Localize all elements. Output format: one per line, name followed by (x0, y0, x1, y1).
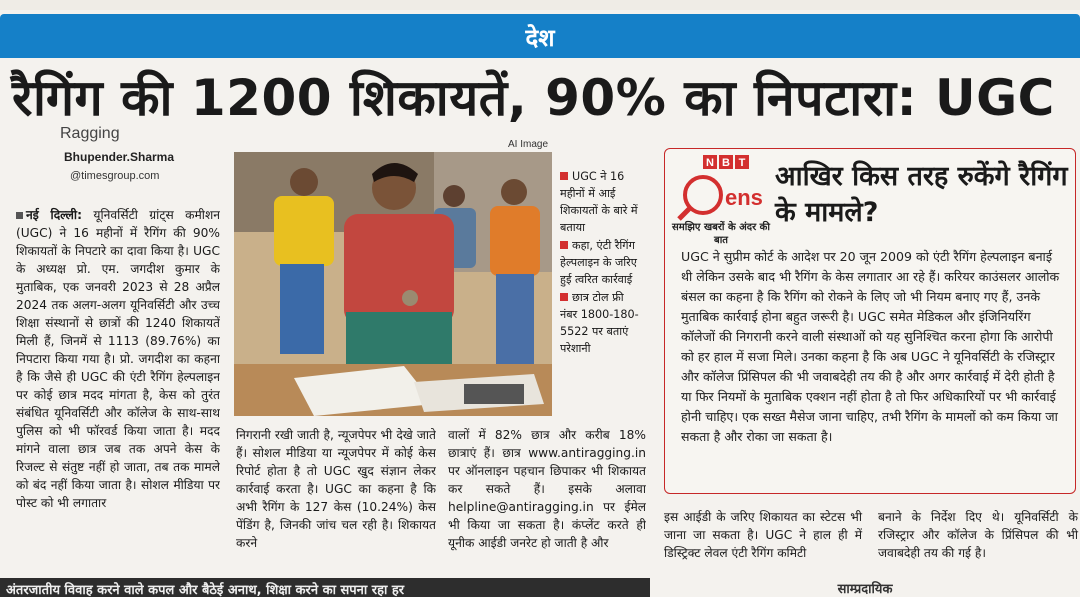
highlight-item: छात्र टोल फ्री नंबर 1800-180-5522 पर बताएं परेशानी (560, 291, 639, 355)
next-headline-right: साम्प्रदायिक (837, 582, 893, 597)
column-1-text: यूनिवर्सिटी ग्रांट्स कमीशन (UGC) ने 16 महीनों में रैगिंग की 90% शिकायतों के निपटारे का दावा किया है। UGC के अध्यक्ष प्रो. एम. जगदीश कुमार के मुताबिक, एक जनवरी 2023 से 28 अप्रैल 2024 तक अलग-अलग यूनिवर्सिटी और उच्च शिक्षा संस्थानों से छात्रों की 1240 शिकायतें मिली हैं, जिनमें से 1113 (89.76%) का निपटारा किया गया है। प्रो. जगदीश का कहना है कि जैसे ही UGC की एंटी रैगिंग हेल्पलाइन पर कोई छात्र मदद मांगता है, केस को तुरंत संबंधित यूनिवर्सिटी और कॉलेज के साथ-साथ पुलिस को भी फॉरवर्ड किया जाता है। मदद मांगने वाला छात्र जब तक अपने केस के रिजल्ट से संतुष्ट नहीं हो जाता, तब तक मामले को बंद नहीं किया जाता है। सोशल मीडिया पर पोस्ट को भी लगातार (16, 208, 220, 510)
lens-headline: आखिर किस तरह रुकेंगे रैगिंग के मामले? (775, 161, 1068, 228)
red-square-icon (560, 293, 568, 301)
article-column-5: बनाने के निर्देश दिए थे। यूनिवर्सिटी के रजिस्ट्रार और कॉलेज के प्रिंसिपल की भी जवाबदेही तय की गई है। (878, 510, 1078, 560)
lens-word: ens (725, 185, 763, 210)
byline: Bhupender.Sharma (64, 150, 175, 164)
red-square-icon (560, 241, 568, 249)
article-column-3: वालों में 82% छात्र और करीब 18% छात्राएं हैं। छात्र www.antiragging.in पर ऑनलाइन पहचान छिपाकर भी शिकायत कर सकते हैं। इसके अलावा helpline@antiragging.in पर ईमेल भी किया जा सकता है। कंप्लेंट करते ही यूनीक आईडी जनरेट हो जाती है और (448, 428, 646, 550)
red-square-icon (560, 172, 568, 180)
highlight-item: UGC ने 16 महीनों में आई शिकायतों के बारे में बताया (560, 170, 638, 234)
article-column-1 (16, 206, 220, 596)
section-label: देश (525, 24, 555, 52)
lens-body: UGC ने सुप्रीम कोर्ट के आदेश पर 20 जून 2009 को एंटी रैगिंग हेल्पलाइन बनाई थी लेकिन उसके बाद भी रैगिंग के केस लगातार आ रहे हैं। करियर काउंसलर आलोक बंसल का कहना है कि रैगिंग को रोकने के लिए जो भी नियम बनाए गए हैं, उनके मुताबिक कार्रवाई होना बहुत जरूरी है। UGC समेत मेडिकल और इंजिनियरिंग कॉलेजों की निगरानी करने वाली संस्थाओं को यह सुनिश्चित करना होगा कि आरोपी को हर हाल में सजा मिले। उनका कहना है कि अब UGC ने यूनिवर्सिटी के रजिस्ट्रार और कॉलेज प्रिंसिपल की भी जवाबदेही तय की है और अगर कार्रवाई में देरी होती है या फिर नियमों के मुताबिक एक्शन नहीं होता है तो फिर अधिकारियों पर भी कार्रवाई होनी चाहिए। एक सख्त मैसेज जाना चाहिए, तभी रैगिंग के मामलों को कम किया जा सकता है और रोका जा सकता है। (681, 249, 1060, 444)
story-tag: Ragging (60, 125, 120, 142)
article-column-2: निगरानी रखी जाती है, न्यूजपेपर भी देखे जाते हैं। सोशल मीडिया या न्यूजपेपर में कोई केस रिपोर्ट होता है तो UGC खुद संज्ञान लेकर कार्रवाई करता है। UGC का कहना है कि अभी रैगिंग के 127 केस (10.24%) केस पेंडिंग है, जिनकी जांच चल रही है। शिकायत करने (236, 428, 436, 550)
lens-letter-b: B (722, 157, 730, 169)
highlights-list (560, 168, 640, 418)
dateline: नई दिल्ली: (26, 208, 82, 222)
byline-email: @timesgroup.com (70, 170, 160, 182)
image-caption: AI Image (508, 139, 549, 150)
lens-letter-t: T (738, 157, 746, 169)
next-headline-right-box (650, 578, 1080, 597)
nbt-lens-box (664, 148, 1076, 494)
lens-letter-n: N (706, 157, 714, 169)
section-header-bar (0, 14, 1080, 58)
lens-tagline: समझिए खबरों के अंदर की बात (672, 222, 770, 246)
ai-illustration (234, 152, 552, 416)
article-column-4: इस आईडी के जरिए शिकायत का स्टेटस भी जाना जा सकता है। UGC ने हाल ही में डिस्ट्रिक्ट लेवल एंटी रैगिंग कमिटी (664, 510, 862, 560)
top-cropped-strip (0, 0, 1080, 10)
next-story-strip (0, 578, 1080, 597)
ragging-illustration-icon (234, 152, 552, 416)
next-headline-left: अंतरजातीय विवाह करने वाले कपल और बैठेई अनाथ, शिक्षा करने का सपना रहा हर (6, 583, 405, 597)
headline: रैगिंग की 1200 शिकायतें, 90% का निपटारा: UGC (12, 69, 1055, 127)
bullet-square-icon (16, 212, 23, 219)
highlight-item: कहा, एंटी रैगिंग हेल्पलाइन के जरिए हुई त्वरित कार्रवाई (560, 239, 637, 286)
